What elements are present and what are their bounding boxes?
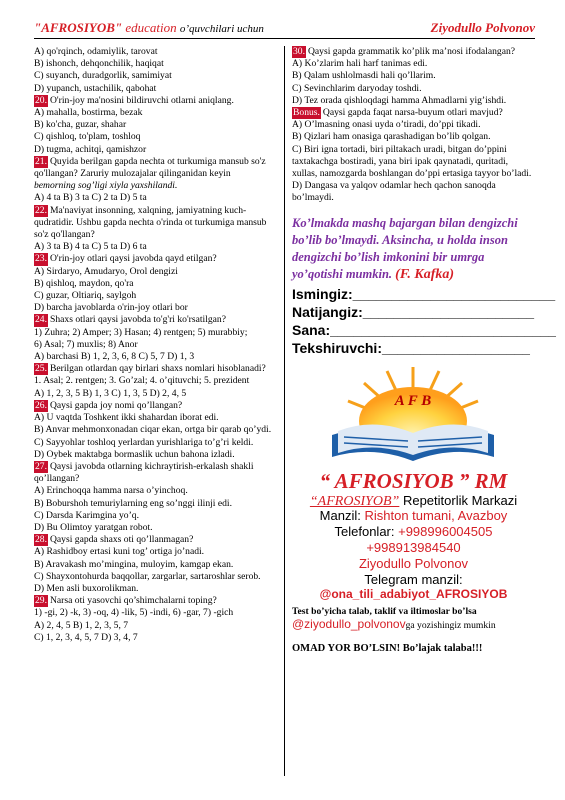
answer-line [34,70,277,82]
question-number: 24. [35,314,47,326]
question-line [34,314,277,326]
question-line [34,534,277,546]
answer-line [34,388,277,400]
question-line [34,156,277,180]
quote-author: (F. Kafka) [395,266,455,282]
answer-line [292,58,535,70]
question-number: 21. [35,155,47,167]
line-text: C) Sevinchlarim daryoday toshdi. [292,82,422,94]
question-line [34,205,277,242]
phone-2: +998913984540 [366,540,461,556]
line-text: A) mahalla, bostirma, bezak [34,107,143,119]
line-text: bemorning sog’ligi xiyla yaxshilandi. [34,180,178,192]
phones-label: Telefonlar: [334,524,399,540]
answer-line [34,83,277,95]
question-number: 29. [35,595,47,607]
line-text: B) Qizlari ham onasiga qarashadigan bo’lib qolgan. [292,131,491,143]
answer-line [34,559,277,571]
address-value: Rishton tumani, Avazboy [364,508,508,524]
center-title-brand: “AFROSIYOB” [309,493,400,509]
answer-line [34,119,277,131]
answer-line [292,119,535,131]
field-date: Sana:_____________________________ [292,321,556,338]
line-text: Quyida berilgan gapda nechta ot turkumiga mansub so'z qo'llangan? Zaruriy mulozajalar qilinganidan keyin [34,155,266,180]
line-text: Qaysi gapda shaxs oti qo’llanmagan? [50,534,194,546]
quote-block [292,215,535,283]
answer-line [34,546,277,558]
answer-line [292,95,535,107]
answer-line [34,339,277,351]
line-text: Qaysi javobda otlarning kichraytirish-erkalash shakli qo’llangan? [34,460,254,485]
answer-line [292,144,535,181]
line-text: C) suyanch, duradgorlik, samimiyat [34,70,172,82]
answer-line [34,632,277,644]
answer-line [292,83,535,95]
line-text: 1. Asal; 2. rentgen; 3. Go’zal; 4. o’qituvchi; 5. prezident [34,375,250,387]
feedback-rest: ga yozishingiz mumkin [405,620,496,632]
quote-text: Ko’lmakda mashq bajargan bilan dengizchi bo’lib bo’lmaydi. Aksincha, u holda inson dengizchi bo’lish imkonini bir umrga yo’qotishi mumkin. [292,215,518,281]
line-text: D) Bu Olimtoy yaratgan robot. [34,521,153,533]
line-text: Qaysi gapda grammatik ko’plik ma’nosi ifodalangan? [308,46,516,57]
logo [292,365,535,473]
question-line [34,95,277,107]
address-label: Manzil: [319,508,365,524]
line-text: B) ko'cha, guzar, shahar [34,119,127,131]
answer-line [34,58,277,70]
answer-fields [292,285,556,357]
question-line [34,363,277,375]
line-text: B) Boburshoh temuriylarning eng so’nggi ilinji edi. [34,497,232,509]
answer-line [34,107,277,119]
line-text: C) guzar, Oltiariq, saylgoh [34,290,137,302]
question-line [292,107,535,119]
line-text: Narsa oti yasovchi qo’shimchalarni toping? [50,595,217,607]
phone-1: +998996004505 [398,524,493,540]
answer-line [34,241,277,253]
line-text: 1) -gi, 2) -k, 3) -oq, 4) -lik, 5) -indi, 6) -gar, 7) -gich [34,607,234,619]
line-text: B) ishonch, dehqonchilik, haqiqat [34,58,164,70]
feedback-contact [292,618,535,632]
header-edu: education [125,20,177,35]
center-title [292,492,535,509]
answer-line [34,290,277,302]
line-text: O'rin-joy ma'nosini bildiruvchi otlarni aniqlang. [50,94,234,106]
question-line [34,253,277,265]
line-text: A) barchasi B) 1, 2, 3, 6, 8 C) 5, 7 D) 1, 3 [34,351,195,363]
answer-line [34,266,277,278]
feedback-note: Test bo’yicha talab, taklif va iltimoslar bo’lsa [292,606,477,618]
line-text: D) barcha javoblarda o'rin-joy otlari bor [34,302,188,314]
answer-line [34,192,277,204]
answer-line [34,485,277,497]
line-text: C) Sayyohlar toshloq yerlardan yurishlariga to’g’ri keldi. [34,436,254,448]
answer-line [34,607,277,619]
line-text: A) 3 ta B) 4 ta C) 5 ta D) 6 ta [34,241,147,253]
line-text: D) Oybek maktabga bormaslik uchun bahona izladi. [34,448,235,460]
telegram-handle: @ona_tili_adabiyot_AFROSIYOB [319,587,508,602]
line-text: A) Ko’zlarim hali harf tanimas edi. [292,58,428,70]
line-text: A) 1, 2, 3, 5 B) 1, 3 C) 1, 3, 5 D) 2, 4, 5 [34,387,187,399]
answer-line [34,424,277,436]
logo-brand: “ AFROSIYOB ” RM [319,468,508,493]
line-text: A) Rashidboy ertasi kuni tog’ ortiga jo’nadi. [34,546,205,558]
answer-line [34,46,277,58]
line-text: C) 1, 2, 3, 4, 5, 7 D) 3, 4, 7 [34,631,138,643]
header-subtitle: o’quvchilari uchun [179,23,264,35]
line-text: A) Sirdaryo, Amudaryo, Orol dengizi [34,265,178,277]
question-number: 26. [35,399,47,411]
line-text: Berilgan otlardan qay birlari shaxs nomlari hisoblanadi? [50,363,266,375]
question-number: 22. [35,204,47,216]
question-line [292,46,535,58]
line-text: B) qishloq, maydon, qo'ra [34,277,134,289]
line-text: D) yupanch, ustachilik, qabohat [34,82,157,94]
left-column [34,46,277,644]
line-text: A) U vaqtda Toshkent ikki shahardan iborat edi. [34,412,219,424]
header-brand: "AFROSIYOB" [34,20,123,35]
closing-message: OMAD YOR BO’LSIN! Bo’lajak talaba!!! [292,642,483,654]
question-number: 25. [35,363,47,375]
line-text: 6) Asal; 7) muxlis; 8) Anor [34,338,138,350]
answer-line [34,620,277,632]
question-line [34,461,277,485]
line-text: A) 4 ta B) 3 ta C) 2 ta D) 5 ta [34,192,147,204]
line-text: O'rin-joy otlari qaysi javobda qayd etilgan? [50,253,217,265]
answer-line [292,131,535,143]
answer-line [34,180,277,192]
question-number: Bonus. [293,107,320,119]
address [292,508,535,524]
line-text: C) Shayxontohurda baqqollar, zargarlar, sartaroshlar serob. [34,570,261,582]
answer-line [34,437,277,449]
header-author: Ziyodullo Polvonov [430,20,535,35]
question-line [34,595,277,607]
line-text: D) Men asli buxorolikman. [34,582,139,594]
answer-line [34,449,277,461]
field-name: Ismingiz:__________________________ [292,285,556,302]
line-text: B) Qalam ushlolmasdi hali qo’llarim. [292,70,436,82]
line-text: B) Aravakash mo’mingina, muloyim, kamgap ekan. [34,558,234,570]
line-text: D) Dangasa va yalqov odamlar hech qachon sanoqda bo’lmaydi. [292,180,496,204]
question-number: 23. [35,253,47,265]
page-header [34,20,535,39]
question-number: 28. [35,534,47,546]
telegram-label: Telegram manzil: [364,572,463,588]
line-text: A) O’lmasning onasi uyda o’tiradi, do’ppi tikadi. [292,119,481,131]
answer-line [292,70,535,82]
answer-line [34,144,277,156]
field-checker: Tekshiruvchi:___________________ [292,339,530,356]
answer-line [34,278,277,290]
answer-line [34,412,277,424]
header-left [34,20,264,36]
line-text: C) Darsda Karimgina yo’q. [34,509,139,521]
line-text: Qaysi gapda joy nomi qo’llangan? [50,399,183,411]
line-text: A) 2, 4, 5 B) 1, 2, 3, 5, 7 [34,619,129,631]
feedback-handle: @ziyodullo_polvonov [292,617,406,632]
line-text: D) Tez orada qishloqdagi hamma Ahmadlarni yig’ishdi. [292,94,507,106]
line-text: C) Biri igna tortadi, biri piltakach uradi, bitgan do’ppini taxtakachga bostiradi, yana biri ipak qaynatadi, quritadi, xullas, namozgarda boshlangan do’ppi ertasiga tayyor bo’ladi. [292,143,532,180]
line-text: C) qishloq, to'plam, toshloq [34,131,141,143]
right-column [292,46,556,655]
question-number: 27. [35,460,47,472]
answer-line [34,583,277,595]
center-title-rest: Repetitorlik Markazi [399,492,518,508]
line-text: B) Anvar mehmonxonadan ciqar ekan, ortga bir qarab qo’ydi. [34,424,272,436]
answer-line [292,180,535,204]
answer-line [34,375,277,387]
answer-line [34,327,277,339]
answer-line [34,510,277,522]
book-logo-icon [292,365,535,473]
right-questions [292,46,535,205]
answer-line [34,131,277,143]
phones [292,524,535,540]
column-divider [284,46,285,776]
contact-name: Ziyodullo Polvonov [358,556,469,572]
answer-line [34,498,277,510]
answer-line [34,302,277,314]
field-result: Natijangiz:______________________ [292,303,535,320]
answer-line [34,571,277,583]
question-number: 20. [35,94,47,106]
answer-line [34,351,277,363]
logo-letters: A F B [394,392,432,409]
answer-line [34,522,277,534]
line-text: Shaxs otlari qaysi javobda to'g'ri ko'rsatilgan? [50,314,226,326]
line-text: D) tugma, achitqi, qamishzor [34,143,147,155]
question-line [34,400,277,412]
line-text: A) Erinchoqqa hamma narsa o’yinchoq. [34,485,188,497]
line-text: A) qo'rqinch, odamiylik, tarovat [34,46,158,57]
question-number: 30. [293,46,305,57]
line-text: Qaysi gapda faqat narsa-buyum otlari mavjud? [322,107,503,119]
line-text: Ma'naviyat insonning, xalqning, jamiyatning kuch-qudratidir. Ushbu gapda nechta o'rinda ot turkumiga mansub so'z qo'llangan? [34,204,267,241]
line-text: 1) Zuhra; 2) Amper; 3) Hasan; 4) rentgen; 5) murabbiy; [34,326,248,338]
